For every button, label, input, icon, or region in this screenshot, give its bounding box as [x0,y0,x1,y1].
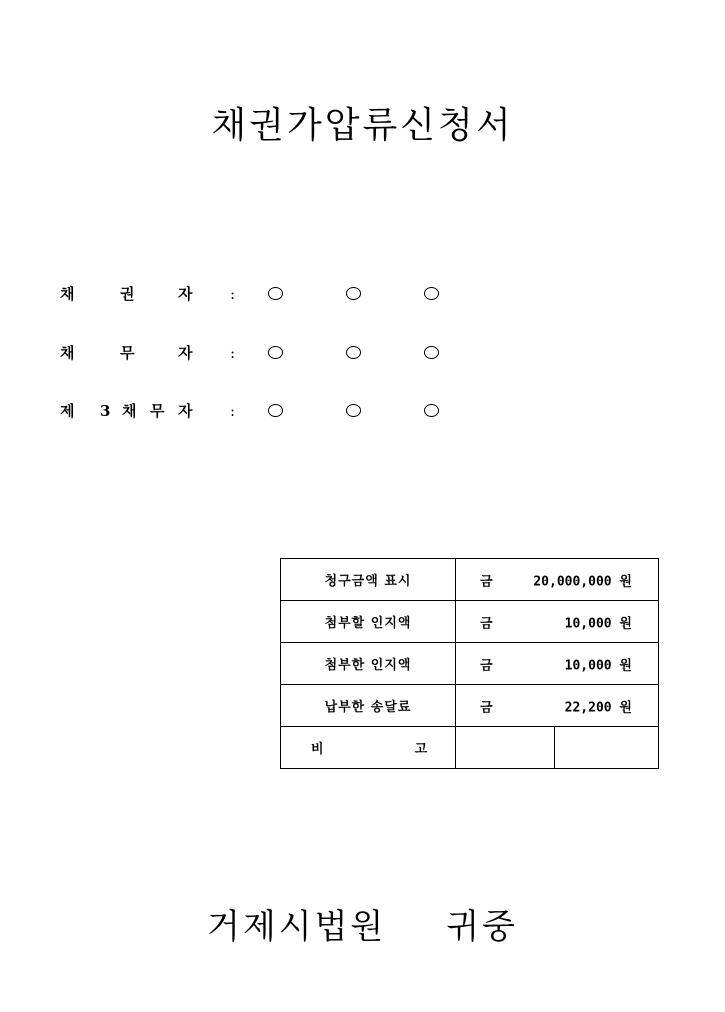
table-row [281,727,659,769]
remarks-label [281,727,456,769]
fee-amount-cell [456,601,659,643]
debtor-row [60,342,480,364]
fee-label-service-fee: 납부한 송달료 [281,685,456,727]
fee-amount-stamp-to-attach: 10,000 원 [564,616,632,631]
creditor-name-circle-2 [346,287,361,300]
table-row [281,685,659,727]
fee-label-claim-amount: 청구금액 표시 [281,559,456,601]
creditor-colon: : [230,285,236,303]
fee-amount-service-fee: 22,200 원 [564,700,632,715]
fee-prefix: 금 [480,658,493,673]
third-debtor-colon: : [230,402,236,420]
court-name: 거제시법원 [207,907,387,947]
table-row [281,559,659,601]
creditor-row [60,283,480,305]
debtor-name-circle-1 [268,346,283,359]
third-debtor-label-char-4: 무 [150,402,165,420]
third-debtor-name-circle-3 [424,404,439,417]
remarks-label-char-1: 비 [311,742,325,757]
creditor-label-char-2: 권 [120,285,135,303]
fee-amount-stamp-attached: 10,000 원 [564,658,632,673]
third-debtor-name-circle-2 [346,404,361,417]
document-title: 채권가압류신청서 [211,105,514,146]
fee-prefix: 금 [480,574,493,589]
debtor-name-circle-3 [424,346,439,359]
creditor-name-circle-1 [268,287,283,300]
fee-table [280,558,659,769]
creditor-label-char-1: 채 [60,285,75,303]
creditor-label-char-3: 자 [178,285,193,303]
fee-label-stamp-attached: 첨부한 인지액 [281,643,456,685]
debtor-colon: : [230,344,236,362]
court-addressee [0,905,725,949]
third-debtor-label-char-3: 채 [122,402,137,420]
third-debtor-label-char-2: 3 [100,402,111,420]
addressee-suffix: 귀중 [446,907,518,947]
debtor-label-char-2: 무 [120,344,135,362]
fee-label-stamp-to-attach: 첨부할 인지액 [281,601,456,643]
fee-amount-claim: 20,000,000 원 [533,574,632,589]
third-debtor-row [60,400,480,422]
creditor-name-circle-3 [424,287,439,300]
third-debtor-label-char-1: 제 [60,402,75,420]
fee-amount-cell [456,559,659,601]
remarks-label-char-2: 고 [414,742,429,757]
debtor-name-circle-2 [346,346,361,359]
fee-amount-cell [456,685,659,727]
fee-prefix: 금 [480,616,493,631]
debtor-label-char-1: 채 [60,344,75,362]
remarks-cell-1 [456,727,555,769]
third-debtor-name-circle-1 [268,404,283,417]
remarks-cell-2 [555,727,659,769]
fee-prefix: 금 [480,700,493,715]
debtor-label-char-3: 자 [178,344,193,362]
table-row [281,601,659,643]
table-row [281,643,659,685]
third-debtor-label-char-5: 자 [178,402,193,420]
fee-amount-cell [456,643,659,685]
